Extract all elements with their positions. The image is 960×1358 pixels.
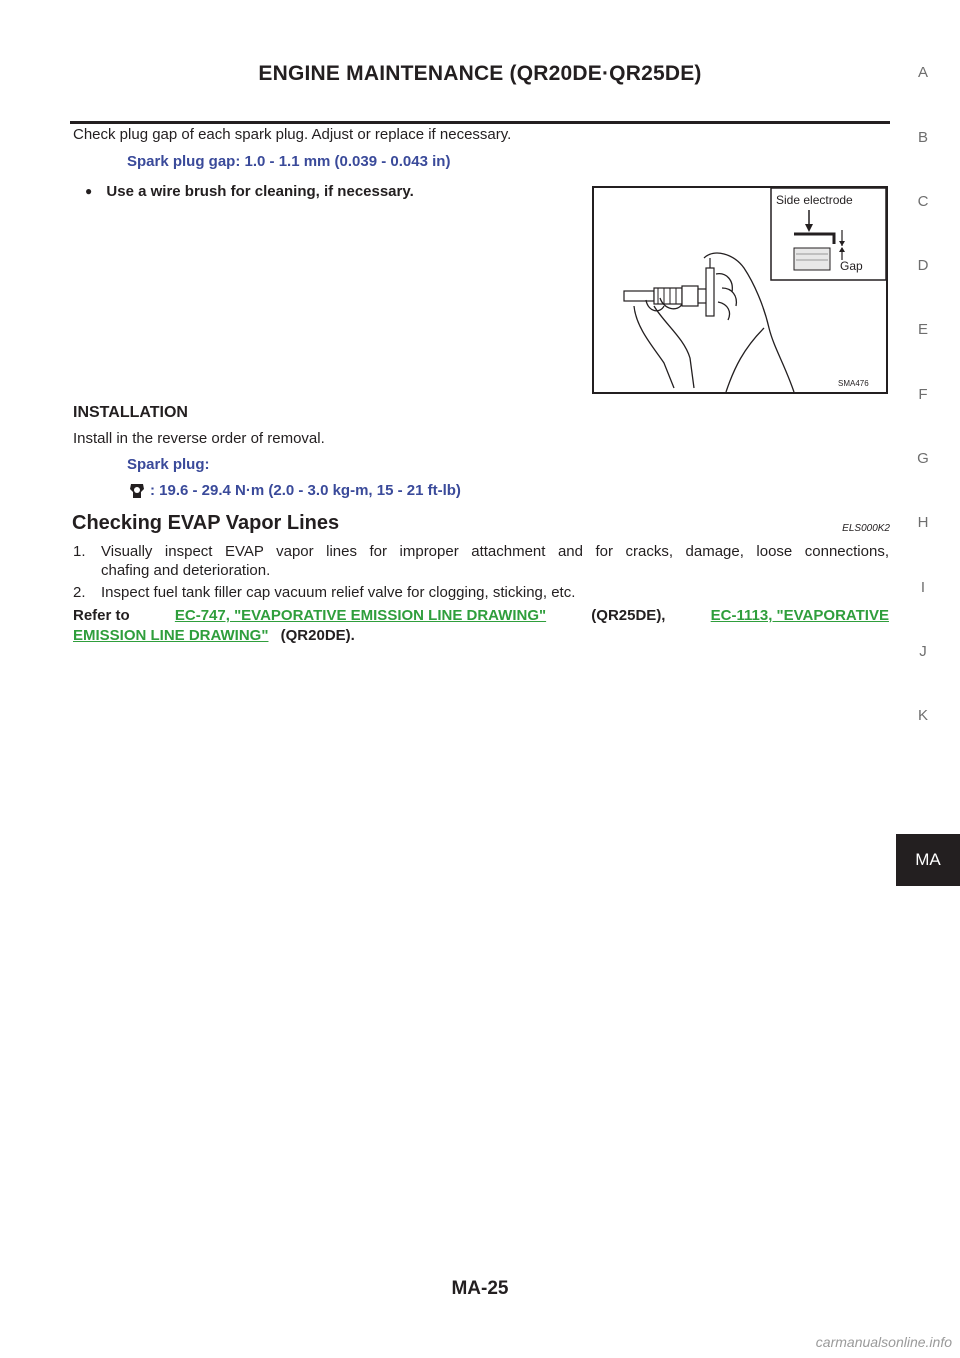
side-index-a[interactable]: A [917,64,928,81]
header-divider [70,121,890,124]
torque-wrench-icon [127,481,147,501]
evap-step-1-line-1: Visually inspect EVAP vapor lines for improper attachment and for cracks, damage, loose connections, [101,543,889,560]
gap-label: Gap [840,259,863,273]
side-index-h[interactable]: H [917,514,929,531]
evap-refer-line [73,606,889,626]
link-ec-1113[interactable]: EC-1113, "EVAPORATIVE [710,607,889,624]
spark-plug-illustration [594,188,886,392]
evap-step-2-number: 2. [73,584,86,601]
torque-spec: : 19.6 - 29.4 N·m (2.0 - 3.0 kg-m, 15 - 21 ft-lb) [150,482,461,499]
side-index-j[interactable]: J [919,643,927,660]
page-number: MA-25 [451,1278,509,1299]
spark-plug-spec-label: Spark plug: [127,456,210,473]
spark-plug-gap-spec: Spark plug gap: 1.0 - 1.1 mm (0.039 - 0.043 in) [127,153,451,170]
evap-section-code: ELS000K2 [842,523,890,534]
side-index-g[interactable]: G [917,450,929,467]
evap-refer-line-2 [73,626,355,646]
watermark: carmanualsonline.info [815,1334,952,1350]
bullet-text: Use a wire brush for cleaning, if necessary. [106,183,414,200]
link2-suffix: (QR20DE). [280,627,355,644]
spark-plug-gap-figure [592,186,888,394]
bullet-item [85,182,414,202]
installation-heading: INSTALLATION [73,404,188,421]
page-header-title: ENGINE MAINTENANCE (QR20DE·QR25DE) [258,62,702,85]
evap-step-1-number: 1. [73,543,86,560]
side-index-f[interactable]: F [918,386,928,403]
evap-section-heading: Checking EVAP Vapor Lines [72,512,340,534]
link-ec-747[interactable]: EC-747, "EVAPORATIVE EMISSION LINE DRAWING" [174,607,547,624]
check-plug-gap-text: Check plug gap of each spark plug. Adjust or replace if necessary. [73,126,512,143]
link1-suffix: (QR25DE), [591,607,666,624]
installation-text: Install in the reverse order of removal. [73,430,325,447]
evap-step-2-text: Inspect fuel tank filler cap vacuum relief valve for clogging, sticking, etc. [101,584,576,601]
side-index-e[interactable]: E [917,321,928,338]
evap-step-1-line-2: chafing and deterioration. [101,562,271,579]
side-index-ma-active-tab[interactable]: MA [896,834,960,886]
side-index-c[interactable]: C [917,193,929,210]
bullet-icon: ● [85,184,93,198]
side-index-b[interactable]: B [917,129,928,146]
link-ec-1113-continued[interactable]: EMISSION LINE DRAWING" [73,627,269,644]
side-electrode-label: Side electrode [776,193,853,207]
spark-plug-drawing [624,286,712,306]
refer-label: Refer to [73,607,130,624]
side-index-i[interactable]: I [920,579,926,596]
side-index-k[interactable]: K [917,707,928,724]
side-index-d[interactable]: D [917,257,929,274]
figure-code: SMA476 [838,379,869,388]
gap-gauge-drawing [706,258,714,316]
